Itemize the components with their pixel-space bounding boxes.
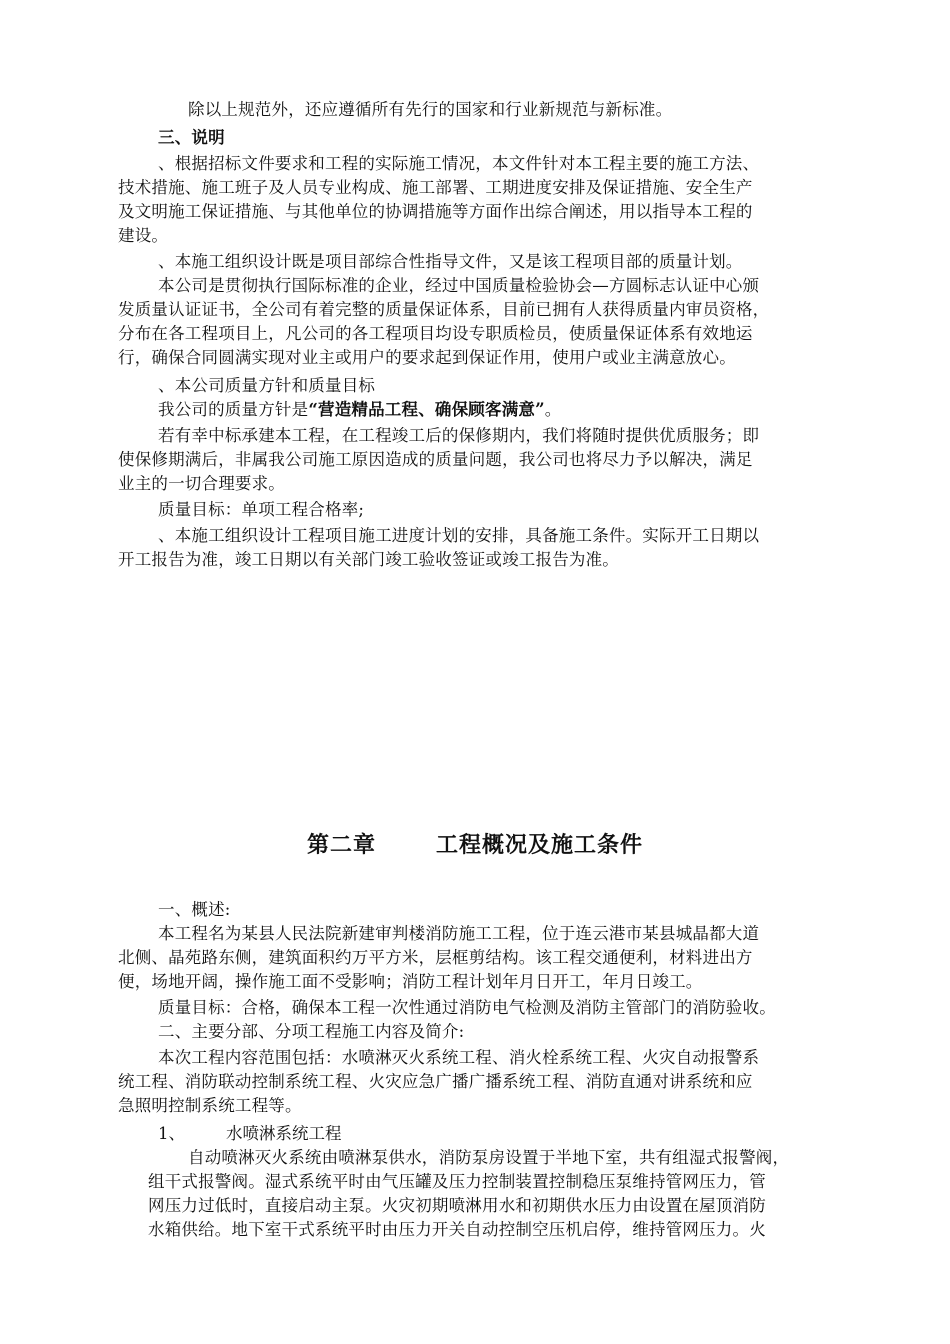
text-line: 行，确保合同圆满实现对业主或用户的要求起到保证作用，使用户或业主满意放心。 — [118, 348, 736, 367]
policy-suffix: 。 — [544, 400, 562, 419]
text-line: 本工程名为某县人民法院新建审判楼消防施工工程，位于连云港市某县城晶都大道 — [158, 924, 760, 943]
policy-prefix: 我公司的质量方针是 — [158, 400, 309, 419]
text-line: 便，场地开阔，操作施工面不受影响；消防工程计划年月日开工，年月日竣工。 — [118, 972, 703, 991]
intro-line: 除以上规范外，还应遵循所有先行的国家和行业新规范与新标准。 — [188, 100, 673, 119]
text-line: 业主的一切合理要求。 — [118, 474, 285, 493]
text-line: 、根据招标文件要求和工程的实际施工情况，本文件针对本工程主要的施工方法、 — [158, 154, 760, 173]
text-line: 及文明施工保证措施、与其他单位的协调措施等方面作出综合阐述，用以指导本工程的 — [118, 202, 753, 221]
text-line: 北侧、晶苑路东侧，建筑面积约万平方米，层框剪结构。该工程交通便利，材料进出方 — [118, 948, 753, 967]
paragraph-scope — [118, 1046, 759, 1118]
text-line: 本公司是贯彻执行国际标准的企业，经过中国质量检验协会—方圆标志认证中心颁 — [158, 276, 760, 295]
text-line: 技术措施、施工班子及人员专业构成、施工部署、工期进度安排及保证措施、安全生产 — [118, 178, 753, 197]
policy-slogan: “营造精品工程、确保顾客满意” — [308, 400, 545, 419]
text-line: 建设。 — [118, 226, 169, 245]
text-line: 统工程、消防联动控制系统工程、火灾应急广播广播系统工程、消防直通对讲系统和应 — [118, 1072, 753, 1091]
text-line: 若有幸中标承建本工程，在工程竣工后的保修期内，我们将随时提供优质服务；即 — [158, 426, 760, 445]
item-title: 水喷淋系统工程 — [226, 1124, 342, 1143]
text-line: 组干式报警阀。湿式系统平时由气压罐及压力控制装置控制稳压泵维持管网压力，管 — [148, 1172, 766, 1191]
paragraph-company — [118, 274, 769, 370]
text-line: 开工报告为准，竣工日期以有关部门竣工验收签证或竣工报告为准。 — [118, 550, 619, 569]
heading-overview: 一、概述: — [158, 900, 231, 919]
paragraph-quality-plan: 、本施工组织设计既是项目部综合性指导文件，又是该工程项目部的质量计划。 — [158, 252, 743, 271]
text-line: 自动喷淋灭火系统由喷淋泵供水，消防泵房设置于半地下室，共有组湿式报警阀， — [188, 1148, 790, 1167]
text-line: 使保修期满后，非属我公司施工原因造成的质量问题，我公司也将尽力予以解决，满足 — [118, 450, 753, 469]
paragraph-project — [118, 922, 759, 994]
text-line: 急照明控制系统工程等。 — [118, 1096, 302, 1115]
text-line: 发质量认证证书，全公司有着完整的质量保证体系，目前已拥有人获得质量内审员资格， — [118, 300, 770, 319]
chapter-number: 第二章 — [306, 832, 376, 858]
paragraph-quality-goal: 质量目标：合格，确保本工程一次性通过消防电气检测及消防主管部门的消防验收。 — [158, 998, 776, 1017]
paragraph-service — [118, 424, 759, 496]
chapter-heading — [0, 828, 950, 859]
text-line: 、本施工组织设计工程项目施工进度计划的安排，具备施工条件。实际开工日期以 — [158, 526, 760, 545]
text-line: 本次工程内容范围包括：水喷淋灭火系统工程、消火栓系统工程、火灾自动报警系 — [158, 1048, 760, 1067]
paragraph-policy-heading: 、本公司质量方针和质量目标 — [158, 376, 376, 395]
text-line: 分布在各工程项目上，凡公司的各工程项目均设专职质检员，使质量保证体系有效地运 — [118, 324, 753, 343]
text-line: 网压力过低时，直接启动主泵。火灾初期喷淋用水和初期供水压力由设置在屋顶消防 — [148, 1196, 766, 1215]
paragraph-sprinkler — [148, 1146, 789, 1242]
paragraph-basis — [118, 152, 759, 248]
text-line: 水箱供给。地下室干式系统平时由压力开关自动控制空压机启停，维持管网压力。火 — [148, 1220, 766, 1239]
chapter-title: 工程概况及施工条件 — [436, 832, 644, 858]
paragraph-schedule — [118, 524, 759, 572]
item-sprinkler — [158, 1122, 342, 1146]
paragraph-policy — [158, 398, 562, 422]
item-number: 1、 — [158, 1124, 185, 1143]
paragraph-quality-target: 质量目标：单项工程合格率; — [158, 500, 365, 519]
heading-explanation: 三、说明 — [158, 128, 225, 147]
heading-main-works: 二、主要分部、分项工程施工内容及简介: — [158, 1022, 465, 1041]
